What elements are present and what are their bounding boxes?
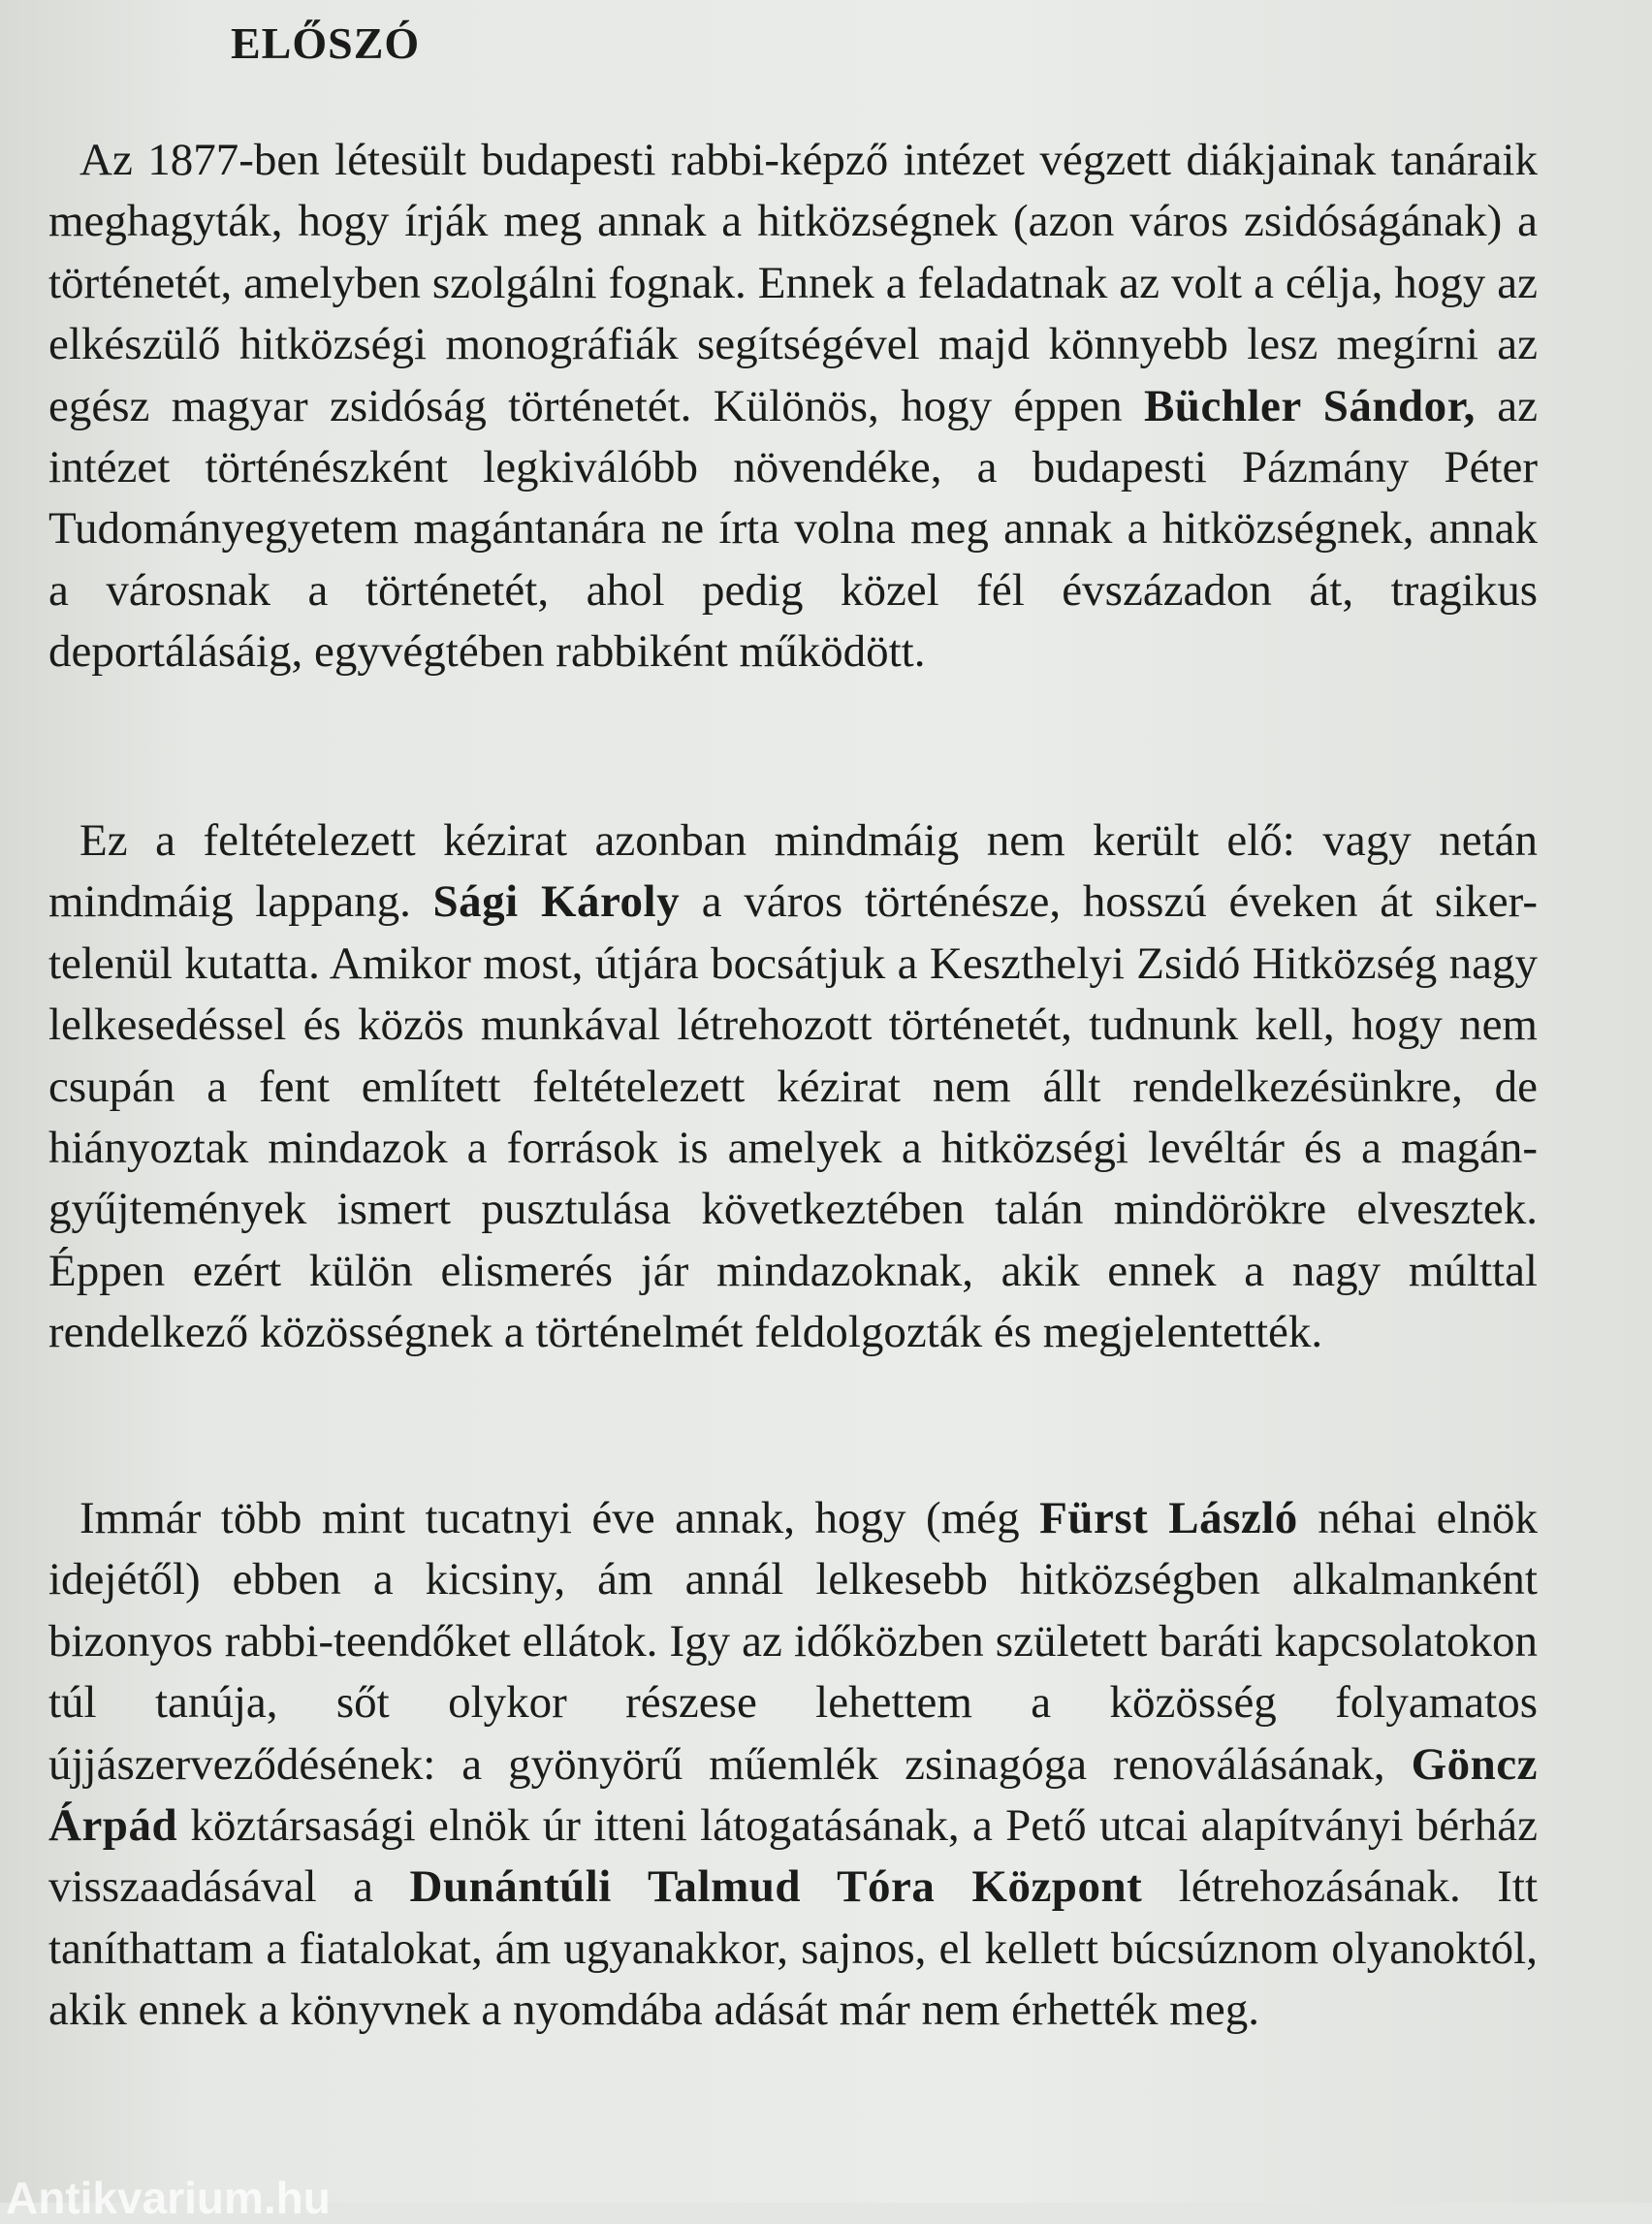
bold-name: Göncz Árpád [48,1738,1538,1852]
text-run: létrehozásának. Itt taníthattam a fiatalokat, ám ugyanakkor, sajnos, el kellett búcsúznom olyanoktól, akik ennek a könyvnek a nyomdába adását már nem érhették meg. [48,1861,1538,2036]
text-run: néhai elnök idejétől) ebben a kicsiny, ám annál lelkesebb hitközségben alkalmanként bizonyos rabbi-teendőket ellátok. Igy az időközben született baráti kapcsolatokon túl tanúja, sőt olykor részese lehettem a közösség folyamatos újjászerveződésének: a gyönyörű műemlék zsinagóga renoválásának, [48,1493,1538,1790]
paragraph-1 [48,130,1538,683]
bold-name: Fürst László [1039,1493,1298,1543]
watermark: Antikvarium.hu [6,2173,331,2223]
page-title: ELŐSZÓ [231,18,421,68]
text-run: Immár több mint tucatnyi éve annak, hogy (még [79,1493,1040,1543]
text-run: Az 1877-ben létesült budapesti rabbi-képző intézet végzett diákjainak tanáraik meghagyták, hogy írják meg annak a hitközségnek (azon város zsidóságának) a történetét, amelyben szolgálni fognak. Ennek a feladatnak az volt a célja, hogy az elkészülő hitközségi monográfiák segítségével majd könnyebb lesz megírni az egész magyar zsidóság történetét. Különös, hogy éppen [48,135,1538,431]
bold-name: Dunántúli Talmud Tóra Központ [409,1861,1143,1913]
bold-name: Büchler Sándor, [1143,380,1476,431]
text-run: a város történésze, hosszú éveken át siker-telenül kutatta. Amikor most, útjára bocsátjuk a Keszthelyi Zsidó Hitközség nagy lelkesedéssel és közös munkával létrehozott történetét, tudnunk kell, hogy nem csupán a fent említett feltételezett kézirat nem állt rendelkezésünkre, de hiányoztak mindazok a források is amelyek a hitközségi levéltár és a magán-gyűjtemények ismert pusztulása következtében talán mindörökre elvesztek. Éppen ezért külön elismerés jár mindazoknak, akik ennek a nagy múlttal rendelkező közösségnek a történelmét feldolgozták és megjelentették. [48,876,1538,1358]
text-run: köztársasági elnök úr itteni látogatásának, a Pető utcai alapítványi bérház visszaadásával a [48,1800,1538,1913]
paragraph-3 [48,1488,1538,2042]
bold-name: Sági Károly [432,876,681,928]
paragraph-2 [48,810,1538,1364]
text-run: Ez a feltételezett kézirat azonban mindmáig nem került elő: vagy netán mindmáig lappang. [48,815,1538,928]
text-run: az intézet történészként legkiválóbb növendéke, a budapesti Pázmány Péter Tudományegyetem magántanára ne írta volna meg annak a hitközségnek, annak a városnak a történetét, ahol pedig közel fél évszázadon át, tragikus deportálásáig, egyvégtében rabbiként működött. [48,380,1538,678]
